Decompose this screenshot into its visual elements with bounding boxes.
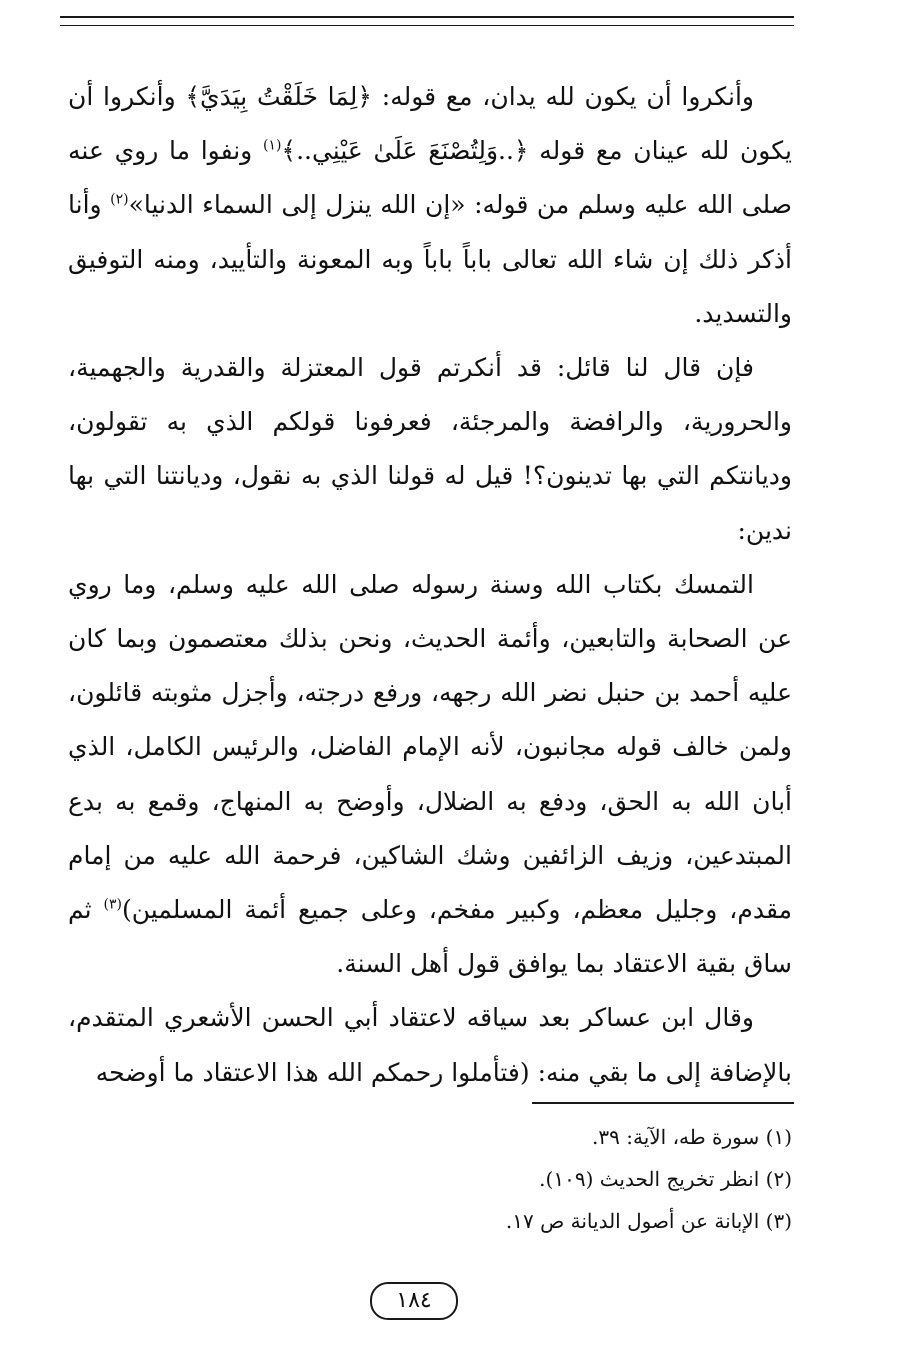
header-rule-thin: [60, 25, 794, 26]
paragraph-3-text: التمسك بكتاب الله وسنة رسوله صلى الله عليه وسلم، وما روي عن الصحابة والتابعين، وأئمة الحديث، ونحن بذلك معتصمون وبما كان عليه أحمد بن حنبل نضر الله رجهه، ورفع درجته، وأجزل مثوبته قائلون، ولمن خالف قوله مجانبون، لأنه الإمام الفاضل، والرئيس الكامل، الذي أبان الله به الحق، ودفع به الضلال، وأوضح به المنهاج، وقمع به بدع المبتدعين، وزيف الزائفين وشك الشاكين، فرحمة الله عليه من إمام مقدم، وجليل معظم، وكبير مفخم، وعلى جميع أئمة المسلمين): [68, 569, 792, 925]
footnote-ref-1: (١): [262, 137, 282, 154]
footnote-ref-3: (٣): [103, 896, 123, 913]
paragraph-1: [68, 70, 792, 341]
footnotes: [300, 1116, 792, 1242]
paragraph-1-text: وأنكروا أن يكون لله يدان، مع قوله: ﴿لِمَا خَلَقْتُ بِيَدَيَّ﴾ وأنكروا أن يكون لله عينان مع قوله ﴿..وَلِتُصْنَعَ عَلَىٰ عَيْنِي..﴾: [68, 82, 792, 166]
paragraph-3-end: ثم ساق بقية الاعتقاد بما يوافق قول أهل السنة.: [68, 895, 792, 979]
footnote-ref-2: (٢): [110, 192, 129, 209]
paragraph-2: فإن قال لنا قائل: قد أنكرتم قول المعتزلة والقدرية والجهمية، والحرورية، والرافضة والمرجئة، فعرفونا قولكم الذي به تقولون، وديانتكم التي بها تدينون؟! قيل له قولنا الذي به نقول، وديانتنا التي بها ندين:: [68, 353, 792, 545]
main-text: [68, 70, 792, 1100]
header-rule-thick: [60, 16, 794, 18]
footnote-1: (١) سورة طه، الآية: ٣٩.: [592, 1125, 792, 1149]
paragraph-1-end: وأنا أذكر ذلك إن شاء الله تعالى باباً باباً وبه المعونة والتأييد، ومنه التوفيق والتسديد.: [68, 190, 792, 328]
paragraph-4: وقال ابن عساكر بعد سياقه لاعتقاد أبي الحسن الأشعري المتقدم، بالإضافة إلى ما بقي منه: (فتأملوا رحمكم الله هذا الاعتقاد ما أوضحه: [68, 1003, 792, 1087]
page-number: ١٨٤: [370, 1282, 458, 1320]
paragraph-1-cont: ونفوا ما روي عنه صلى الله عليه وسلم من قوله: «إن الله ينزل إلى السماء الدنيا»: [68, 136, 792, 220]
footnote-3: (٣) الإبانة عن أصول الديانة ص ١٧.: [505, 1209, 792, 1233]
paragraph-3: [68, 558, 792, 992]
footnote-separator: [532, 1102, 794, 1104]
footnote-2: (٢) انظر تخريج الحديث (١٠٩).: [539, 1167, 792, 1191]
